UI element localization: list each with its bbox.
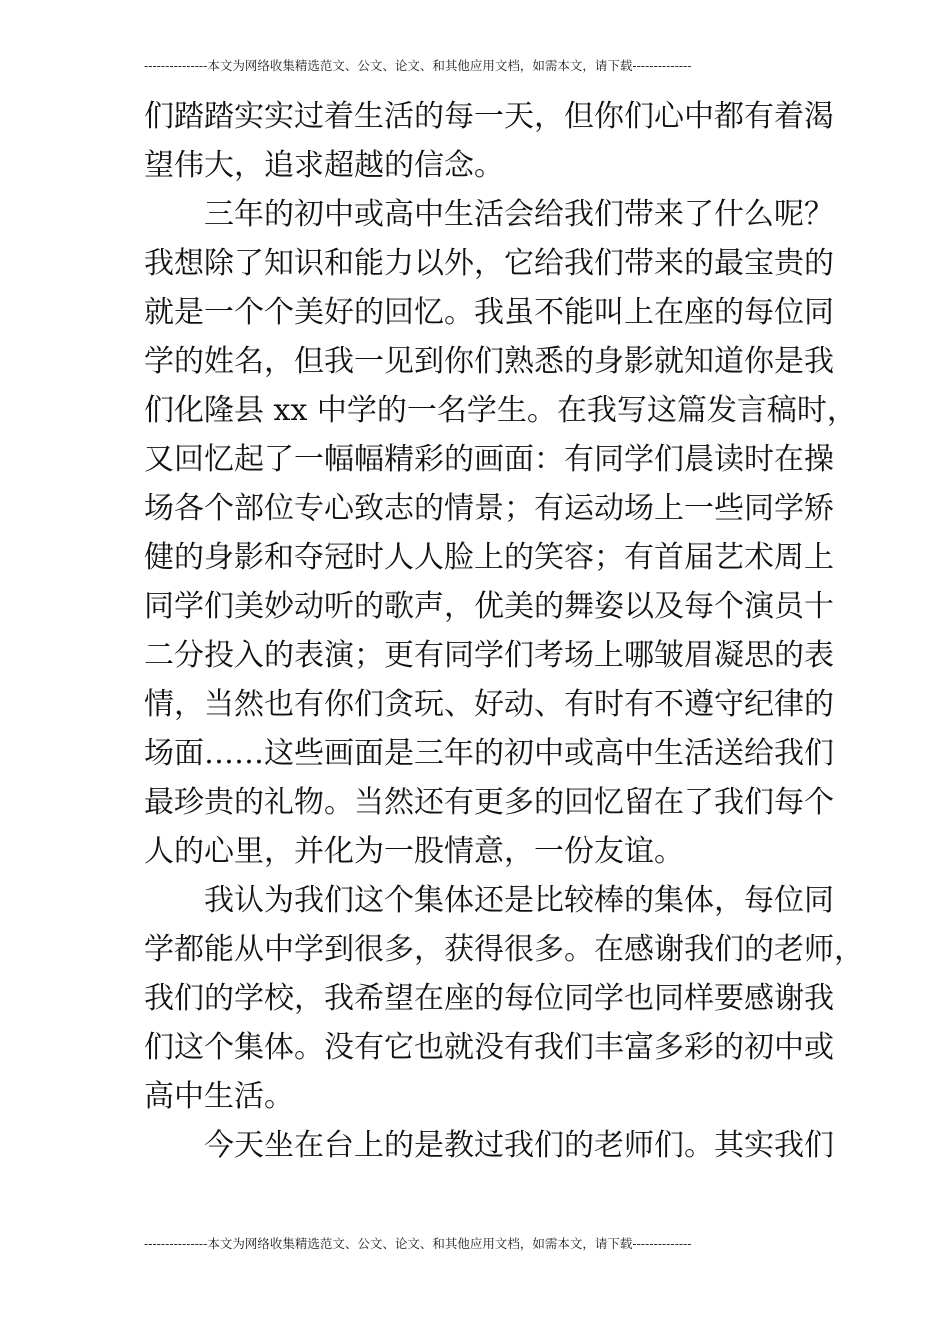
text-line: 二分投入的表演；更有同学们考场上哪皱眉凝思的表 [144, 638, 834, 673]
text-line: 就是一个个美好的回忆。我虽不能叫上在座的每位同 [144, 295, 834, 330]
text-line: 健的身影和夺冠时人人脸上的笑容；有首届艺术周上 [144, 540, 834, 575]
text-line: 同学们美妙动听的歌声，优美的舞姿以及每个演员十 [144, 589, 834, 624]
text-line: 我想除了知识和能力以外，它给我们带来的最宝贵的 [144, 246, 834, 281]
text-line: 们踏踏实实过着生活的每一天，但你们心中都有着渴 [144, 99, 834, 134]
text-line: 我认为我们这个集体还是比较棒的集体，每位同 [144, 883, 834, 918]
text-line: 场各个部位专心致志的情景；有运动场上一些同学矫 [144, 491, 834, 526]
text-line: 三年的初中或高中生活会给我们带来了什么呢？ [144, 197, 834, 232]
text-line: 望伟大，追求超越的信念。 [144, 148, 504, 183]
text-line: 场面……这些画面是三年的初中或高中生活送给我们 [144, 736, 834, 771]
text-line: 们这个集体。没有它也就没有我们丰富多彩的初中或 [144, 1030, 834, 1065]
text-line: 高中生活。 [144, 1079, 294, 1114]
text-line: 们化隆县 xx 中学的一名学生。在我写这篇发言稿时， [144, 393, 857, 428]
text-line: 我们的学校，我希望在座的每位同学也同样要感谢我 [144, 981, 834, 1016]
text-line: 情，当然也有你们贪玩、好动、有时有不遵守纪律的 [144, 687, 834, 722]
text-line: 今天坐在台上的是教过我们的老师们。其实我们 [144, 1128, 834, 1163]
text-line: 又回忆起了一幅幅精彩的画面：有同学们晨读时在操 [144, 442, 834, 477]
page-header-note: ---------------本文为网络收集精选范文、公文、论文、和其他应用文档，如需本文，请下载-------------- [144, 58, 692, 73]
text-line: 学的姓名，但我一见到你们熟悉的身影就知道你是我 [144, 344, 834, 379]
text-line: 最珍贵的礼物。当然还有更多的回忆留在了我们每个 [144, 785, 834, 820]
text-line: 学都能从中学到很多，获得很多。在感谢我们的老师， [144, 932, 864, 967]
page-footer-note: ---------------本文为网络收集精选范文、公文、论文、和其他应用文档，如需本文，请下载-------------- [144, 1236, 692, 1251]
text-line: 人的心里，并化为一股情意，一份友谊。 [144, 834, 684, 869]
document-body [144, 92, 864, 1170]
